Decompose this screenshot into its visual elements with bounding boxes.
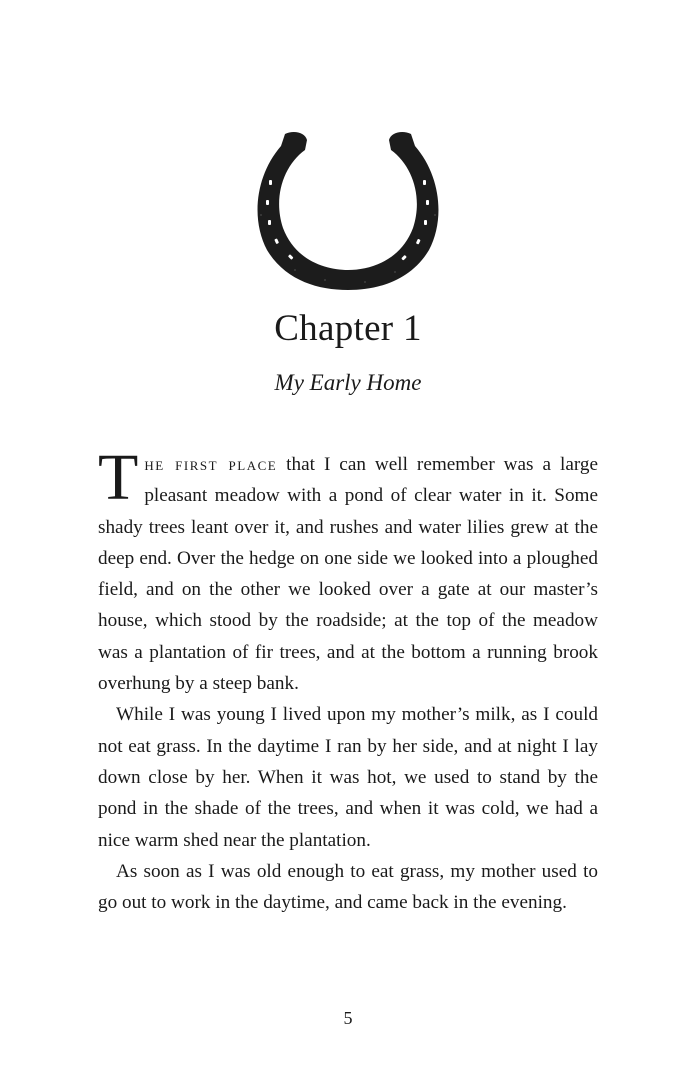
chapter-body xyxy=(98,441,599,918)
paragraph-2: While I was young I lived upon my mother’s milk, as I could not eat grass. In the daytime I ran by her side, and at night I lay down close by her. When it was hot, we used to stand by the pond in the shade of the trees, and when it was cold, we had a nice warm shed near the plantation. xyxy=(98,704,598,851)
paragraph-1 xyxy=(98,441,599,699)
paragraph-3: As soon as I was old enough to eat grass, my mother used to go out to work in the daytime, and came back in the evening. xyxy=(98,860,598,914)
paragraph-1-text: that I can well remember was a large pleasant meadow with a pond of clear water in it. Some shady trees leant over it, and rushes and water lilies grew at the deep end. Over the hedge on one side we looked into a ploughed field, and on the other we looked over a gate at our master’s house, which stood by the roadside; at the top of the meadow was a plantation of fir trees, and at the bottom a running brook overhung by a steep bank. xyxy=(98,454,599,695)
page-number: 5 xyxy=(343,1008,353,1028)
chapter-title: Chapter 1 xyxy=(274,308,422,349)
opening-small-caps: he first place xyxy=(144,454,278,475)
chapter-subtitle: My Early Home xyxy=(274,370,422,395)
horseshoe-icon xyxy=(245,120,450,290)
drop-cap: T xyxy=(98,441,139,514)
